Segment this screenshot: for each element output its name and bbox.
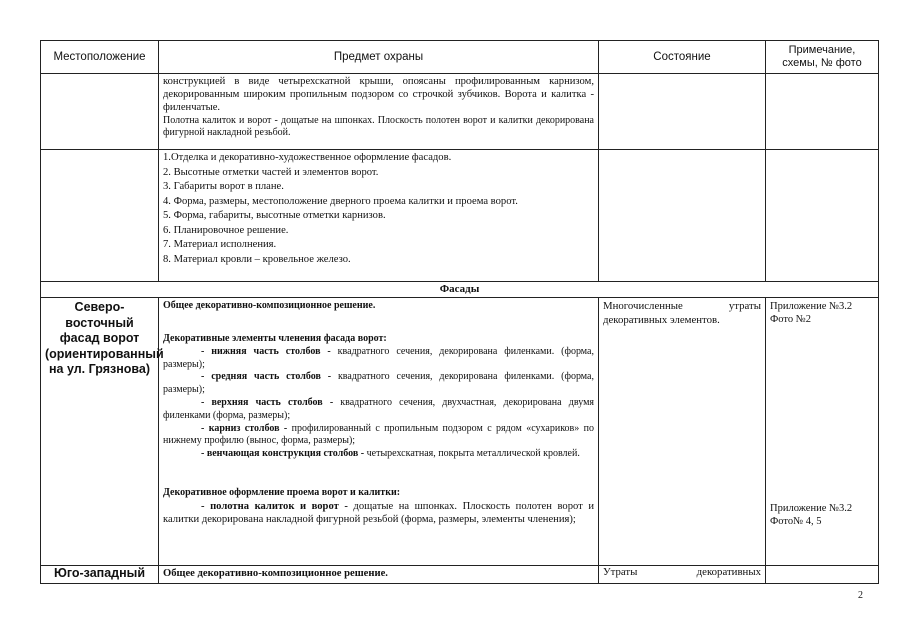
list-item: 7. Материал исполнения.	[163, 239, 277, 250]
note-text: Приложение №3.2 Фото№ 4, 5	[770, 503, 853, 528]
page-number: 2	[858, 590, 863, 601]
heritage-table	[40, 40, 879, 584]
table-row	[41, 566, 879, 584]
list-item: 1.Отделка и декоративно-художественное оформление фасадов.	[163, 152, 452, 163]
item-text: квадратного сечения, декорирована филенками. (форма, размеры);	[163, 345, 595, 370]
list-item	[163, 371, 594, 397]
item-text: профилированный с пропильным подзором с рядом «сухариков» по нижнему профилю (вынос, форма, размеры);	[163, 422, 594, 447]
text-line: конструкцией в виде четырехскатной крыши, опоясаны профилированным карнизом, декорированным широким пропильным подзором со строчкой зубчиков. Ворота и калитка - филенчатые.	[163, 76, 594, 114]
list-item: 8. Материал кровли – кровельное железо.	[163, 253, 351, 265]
item-text: четырехскатная, покрыта металлической кровлей.	[364, 448, 580, 460]
list-item: 3. Габариты ворот в плане.	[163, 181, 284, 192]
header-note: Примечание, схемы, № фото	[766, 41, 879, 74]
cell-note	[766, 566, 879, 584]
list-item	[163, 500, 594, 527]
cell-state	[599, 150, 766, 282]
item-label: - полотна калиток и ворот -	[201, 500, 348, 512]
cell-subject	[159, 150, 599, 282]
cell-location: Северо-восточный фасад ворот (ориентированный на ул. Грязнова)	[41, 298, 159, 566]
list-item: 4. Форма, размеры, местоположение дверного проема калитки и проема ворот.	[163, 195, 518, 207]
table-row	[41, 298, 879, 566]
text-line: Полотна калиток и ворот - дощатые на шпонках. Плоскость полотен ворот и калитки декорирована фигурной накладной резьбой.	[163, 114, 594, 139]
cell-location: Юго-западный	[41, 566, 159, 584]
table-row	[41, 74, 879, 150]
header-state: Состояние	[599, 41, 766, 74]
subject-heading: Общее декоративно-композиционное решение.	[163, 568, 388, 580]
subject-heading: Декоративные элементы членения фасада ворот:	[163, 333, 387, 344]
item-text: квадратного сечения, двухчастная, декорирована двумя филенками (форма, размеры);	[163, 396, 594, 421]
state-text: Утраты декоративных	[603, 566, 761, 579]
item-label: - нижняя часть столбов -	[201, 345, 331, 357]
cell-note	[766, 150, 879, 282]
list-item	[163, 423, 594, 449]
cell-location	[41, 74, 159, 150]
item-label: - средняя часть столбов -	[201, 371, 332, 383]
cell-location	[41, 150, 159, 282]
cell-note	[766, 74, 879, 150]
list-item: 5. Форма, габариты, высотные отметки карнизов.	[163, 210, 386, 221]
list-item	[163, 397, 594, 423]
cell-state	[599, 566, 766, 584]
list-item: 2. Высотные отметки частей и элементов ворот.	[163, 166, 379, 178]
table-header-row	[41, 41, 879, 74]
subject-heading: Общее декоративно-композиционное решение.	[163, 300, 376, 312]
subject-heading: Декоративное оформление проема ворот и калитки:	[163, 486, 401, 498]
item-label: - карниз столбов -	[201, 422, 288, 434]
cell-state	[599, 74, 766, 150]
item-label: - венчающая конструкция столбов -	[201, 448, 365, 460]
header-location: Местоположение	[41, 41, 159, 74]
table-row	[41, 150, 879, 282]
list-item	[163, 346, 594, 372]
section-title: Фасады	[41, 282, 879, 298]
note-text: Приложение №3.2 Фото №2	[770, 301, 853, 326]
cell-state: Многочисленные утраты декоративных элементов.	[599, 298, 766, 566]
header-subject: Предмет охраны	[159, 41, 599, 74]
item-label: - верхняя часть столбов -	[201, 396, 334, 408]
cell-note	[766, 298, 879, 566]
list-item: 6. Планировочное решение.	[163, 224, 289, 236]
list-item	[163, 448, 594, 461]
cell-subject	[159, 566, 599, 584]
cell-subject	[159, 74, 599, 150]
section-row	[41, 282, 879, 298]
item-text: квадратного сечения, декорирована филенками. (форма, размеры);	[163, 371, 594, 396]
item-text: дощатые на шпонках. Плоскость полотен ворот и калитки декорирована накладной фигурной резьбой (форма, размеры, элементы членения);	[163, 500, 594, 526]
cell-subject	[159, 298, 599, 566]
